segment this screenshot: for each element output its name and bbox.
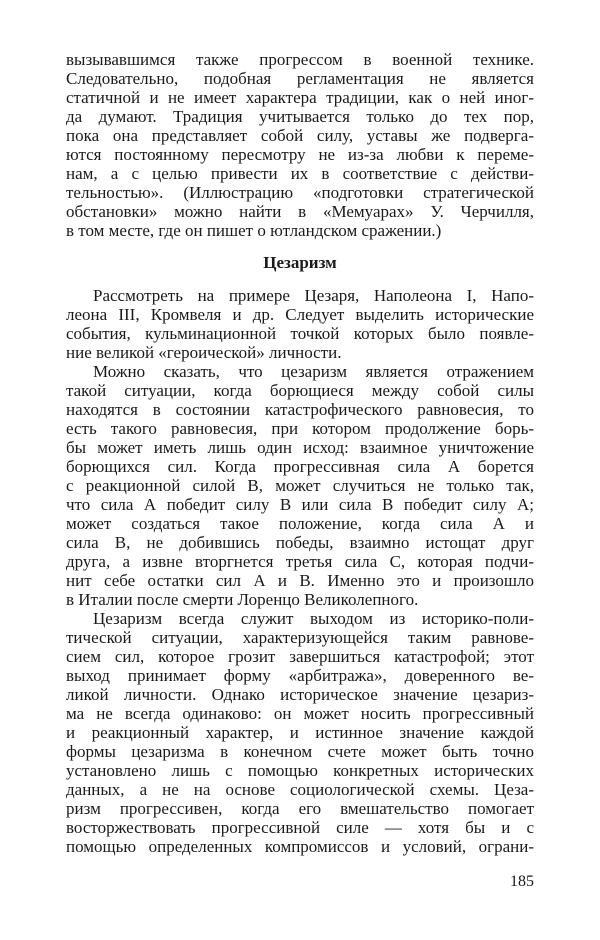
text-line: сила В, не добившись победы, взаимно истощат друг bbox=[66, 533, 534, 552]
text-line: леона III, Кромвеля и др. Следует выделить исторические bbox=[66, 305, 534, 324]
text-line: есть такого равновесия, при котором продолжение борь- bbox=[66, 419, 534, 438]
text-line: выход принимает форму «арбитража», доверенного ве- bbox=[66, 666, 534, 685]
text-line: Можно сказать, что цезаризм является отражением bbox=[93, 362, 534, 381]
text-line: в том месте, где он пишет о ютландском сражении.) bbox=[66, 221, 442, 240]
text-line: обстановки» можно найти в «Мемуарах» У. Черчилля, bbox=[66, 202, 534, 221]
text-line: может создаться такое положение, когда сила А и bbox=[66, 514, 534, 533]
text-line: в Италии после смерти Лоренцо Великолепного. bbox=[66, 590, 419, 609]
text-line: Рассмотреть на примере Цезаря, Наполеона I, Напо- bbox=[93, 286, 534, 305]
text-line: находятся в состоянии катастрофического равновесия, то bbox=[66, 400, 534, 419]
text-line: ликой личности. Однако историческое значение цезариз- bbox=[66, 685, 534, 704]
text-line: ются постоянному пересмотру не из-за любви к переме- bbox=[66, 145, 534, 164]
text-line: да думают. Традиция учитывается только до тех пор, bbox=[66, 107, 534, 126]
text-line: ризм прогрессивен, когда его вмешательство помогает bbox=[66, 799, 534, 818]
text-line: данных, а не на основе социологической схемы. Цеза- bbox=[66, 780, 534, 799]
text-line: события, кульминационной точкой которых было появле- bbox=[66, 324, 534, 343]
text-line: нам, а с целью привести их в соответствие с действи- bbox=[66, 164, 534, 183]
text-line: статичной и не имеет характера традиции, как о ней иног- bbox=[66, 88, 534, 107]
text-line: что сила А победит силу В или сила В победит силу А; bbox=[66, 495, 534, 514]
text-line: нит себе остатки сил А и В. Именно это и произошло bbox=[66, 571, 534, 590]
text-line: такой ситуации, когда борющиеся между собой силы bbox=[66, 381, 534, 400]
text-line: борющихся сил. Когда прогрессивная сила А борется bbox=[66, 457, 534, 476]
text-line: установлено лишь с помощью конкретных исторических bbox=[66, 761, 534, 780]
text-line: тельностью». (Иллюстрацию «подготовки стратегической bbox=[66, 183, 534, 202]
section-title: Цезаризм bbox=[263, 253, 337, 272]
text-line: вызывавшимся также прогрессом в военной технике. bbox=[66, 50, 534, 69]
text-line: друга, а извне вторгнется третья сила С, которая подчи- bbox=[66, 552, 534, 571]
text-line: Следовательно, подобная регламентация не является bbox=[66, 69, 534, 88]
text-line: пока она представляет собой силу, уставы же подверга- bbox=[66, 126, 534, 145]
text-line: Цезаризм всегда служит выходом из историко-поли- bbox=[93, 609, 534, 628]
text-line: ние великой «героической» личности. bbox=[66, 343, 342, 362]
text-line: и реакционный характер, и истинное значение каждой bbox=[66, 723, 534, 742]
text-line: тической ситуации, характеризующейся таким равнове- bbox=[66, 628, 534, 647]
text-line: восторжествовать прогрессивной силе — хотя бы и с bbox=[66, 818, 534, 837]
page-number: 185 bbox=[510, 873, 534, 890]
text-line: с реакционной силой В, может случиться не только так, bbox=[66, 476, 534, 495]
text-line: формы цезаризма в конечном счете может быть точно bbox=[66, 742, 534, 761]
text-line: ма не всегда одинаково: он может носить прогрессивный bbox=[66, 704, 534, 723]
text-line: бы может иметь лишь один исход: взаимное уничтожение bbox=[66, 438, 534, 457]
text-line: помощью определенных компромиссов и условий, ограни- bbox=[66, 837, 534, 856]
text-line: сием сил, которое грозит завершиться катастрофой; этот bbox=[66, 647, 534, 666]
